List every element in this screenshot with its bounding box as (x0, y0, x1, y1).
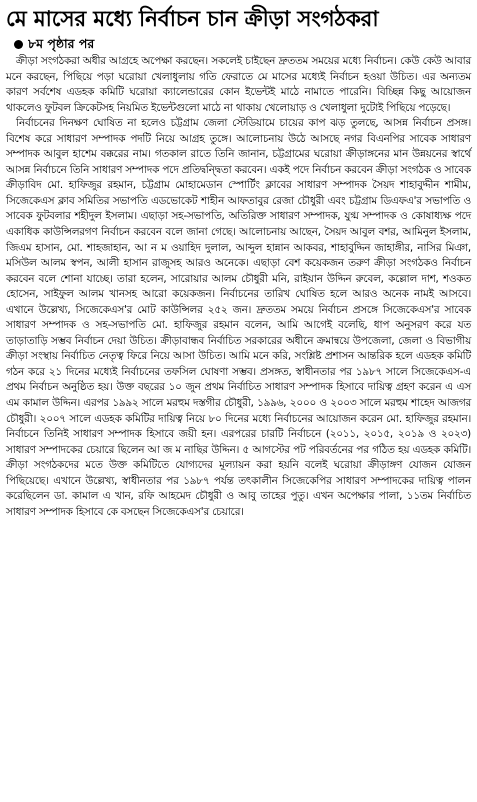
article-body (6, 54, 471, 520)
bullet-icon (14, 40, 23, 49)
paragraph-2: নির্বাচনের দিনক্ষণ ঘোষিত না হলেও চট্টগ্রাম জেলা স্টেডিয়ামে চায়ের কাপ ঝড় তুলছে, আসন্ন নির্বাচন প্রসঙ্গ। বিশেষ করে সাধারণ সম্পাদক পদটি নিয়ে আগ্রহ তুঙ্গে। আলোচনায় উঠে আসছে নগর বিএনপির সাবেক সাধারণ সম্পাদক আবুল হাশেম বক্করের নাম। গতকাল রাতে তিনি জানান, চট্টগ্রামের ঘরোয়া ক্রীড়াঙ্গনের মান উন্নয়নের স্বার্থে আসন্ন নির্বাচনে তিনি সাধারণ সম্পাদক পদে প্রতিদ্বন্দ্বিতা করবেন। একই পদে নির্বাচন করবেন ক্রীড়া সংগঠক ও সাবেক ক্রীড়াবিদ মো. হাফিজুর রহমান, চট্টগ্রাম মোহামেডান স্পোর্টিং ক্লাবের সাধারণ সম্পাদক সৈয়দ শাহাবুদ্দীন শামীম, সিজেকেএস ক্লাব সমিতির সভাপতি এডভোকেট শাহীন আফতাবুর রেজা চৌধুরী এবং চট্টগ্রাম ডিএফএ'র সভাপতি ও সাবেক ফুটবলার শহীদুল ইসলাম। এছাড়া সহ-সভাপতি, অতিরিক্ত সাধারণ সম্পাদক, যুগ্ম সম্পাদক ও কোষাধ্যক্ষ পদে একাধিক কাউন্সিলরগণ নির্বাচন করবেন বলে জানা গেছে। আলোচনায় আছেন, সৈয়দ আবুল বশর, আমিনুল ইসলাম, জিএম হাসান, মো. শাহজাহান, আ ন ম ওয়াহিদ দুলাল, আব্দুল হান্নান আকবর, শাহাবুদ্দিন জাহাঙ্গীর, নাসির মিঞা, মসিউল আলম স্বপন, আলী হাসান রাজুসহ আরও অনেকে। এছাড়া বেশ কয়েকজন তরুণ ক্রীড়া সংগঠকও নির্বাচন করবেন বলে শোনা যাচ্ছে। তারা হলেন, সারোয়ার আলম চৌধুরী মনি, রাইয়ান উদ্দিন রুবেল, কল্লোল দাশ, শওকত হোসেন, সাইফুল আলম খানসহ আরো কয়েকজন। নির্বাচনের তারিখ ঘোষিত হলে আরও অনেক নামই আসবে। এখানে উল্লেখ্য, সিজেকেএস'র মোট কাউন্সিলর ২৫২ জন। দ্রুততম সময়ে নির্বাচন প্রসঙ্গে সিজেকেএস'র সাবেক সাধারণ সম্পাদক ও সহ-সভাপতি মো. হাফিজুর রহমান বলেন, আমি আগেই বলেছি, ধাপ অনুসরণ করে যত তাড়াতাড়ি সম্ভব নির্বাচন দেয়া উচিত। ক্রীড়াবান্ধব নির্বাচিত সরকারের অধীনে ক্রমান্বয়ে উপজেলা, জেলা ও বিভাগীয় ক্রীড়া সংস্থায় নির্বাচিত নেতৃত্ব ফিরে নিয়ে আসা উচিত। আমি মনে করি, সংশ্লিষ্ট প্রশাসন আন্তরিক হলে এডহক কমিটি গঠন করে ২১ দিনের মধ্যেই নির্বাচনের তফসিল ঘোষণা সম্ভব। প্রসঙ্গত, স্বাধীনতার পর ১৯৮৭ সালে সিজেকেএস-এ প্রথম নির্বাচন অনুষ্ঠিত হয়। উক্ত বছরের ১০ জুন প্রথম নির্বাচিত সাধারণ সম্পাদক হিসাবে দায়িত্ব গ্রহণ করেন এ এস এম কামাল উদ্দিন। এরপর ১৯৯২ সালে মরহুম দস্তগীর চৌধুরী, ১৯৯৬, ২০০০ ও ২০০৩ সালে মরহুম শাহেদ আজগর চৌধুরী। ২০০৭ সালে এডহক কমিটির দায়িত্ব নিয়ে ৮০ দিনের মধ্যে নির্বাচনের আয়োজন করেন মো. হাফিজুর রহমান। নির্বাচনে তিনিই সাধারণ সম্পাদক হিসাবে জয়ী হন। এরপরের চারটি নির্বাচনে (২০১১, ২০১৫, ২০১৯ ও ২০২৩) সাধারণ সম্পাদকের চেয়ারে ছিলেন আ জ ম নাছির উদ্দিন। ৫ আগস্টের পট পরিবর্তনের পর গঠিত হয় এডহক কমিটি। ক্রীড়া সংগঠকদের মতে উক্ত কমিটিতে যোগ্যদের মূল্যায়ন করা হয়নি বলেই ঘরোয়া ক্রীড়াঙ্গণ যোজন যোজন পিছিয়েছে। এখানে উল্লেখ্য, স্বাধীনতার পর ১৯৮৭ পর্যন্ত তৎকালীন সিজেকেপির সাধারণ সম্পাদকের দায়িত্ব পালন করেছিলেন ডা. কামাল এ খান, রফি আহমেদ চৌধুরী ও আবু তাহের পুতু। এখন অপেক্ষার পালা, ১১তম নির্বাচিত সাধারণ সম্পাদক হিসাবে কে বসছেন সিজেকেএস'র চেয়ারে। (6, 117, 471, 518)
continued-from-text: ৮ম পৃষ্ঠার পর (28, 36, 95, 51)
paragraph-1: ক্রীড়া সংগঠকরা অধীর আগ্রহে অপেক্ষা করছেন। সকলেই চাইছেন দ্রুততম সময়ের মধ্যে নির্বাচন। কেউ কেউ আবার মনে করছেন, পিছিয়ে পড়া ঘরোয়া খেলাধুলায় গতি ফেরাতে মে মাসের মধ্যেই নির্বাচন হওয়া উচিত। এর অন্যতম কারণ সর্বশেষ এডহক কমিটি ঘরোয়া ক্যালেন্ডারের কোন ইভেন্টই মাঠে নামাতে পারেনি। বিচ্ছিন্ন কিছু আয়োজন থাকলেও ফুটবল ক্রিকেটসহ নিয়মিত ইভেন্টগুলো মাঠে না থাকায় খেলোয়াড় ও খেলাধুলা দুটোই পিছিয়ে পড়েছে। (6, 55, 471, 114)
headline: মে মাসের মধ্যে নির্বাচন চান ক্রীড়া সংগঠকরা (6, 7, 379, 32)
continued-from-label (14, 36, 471, 52)
